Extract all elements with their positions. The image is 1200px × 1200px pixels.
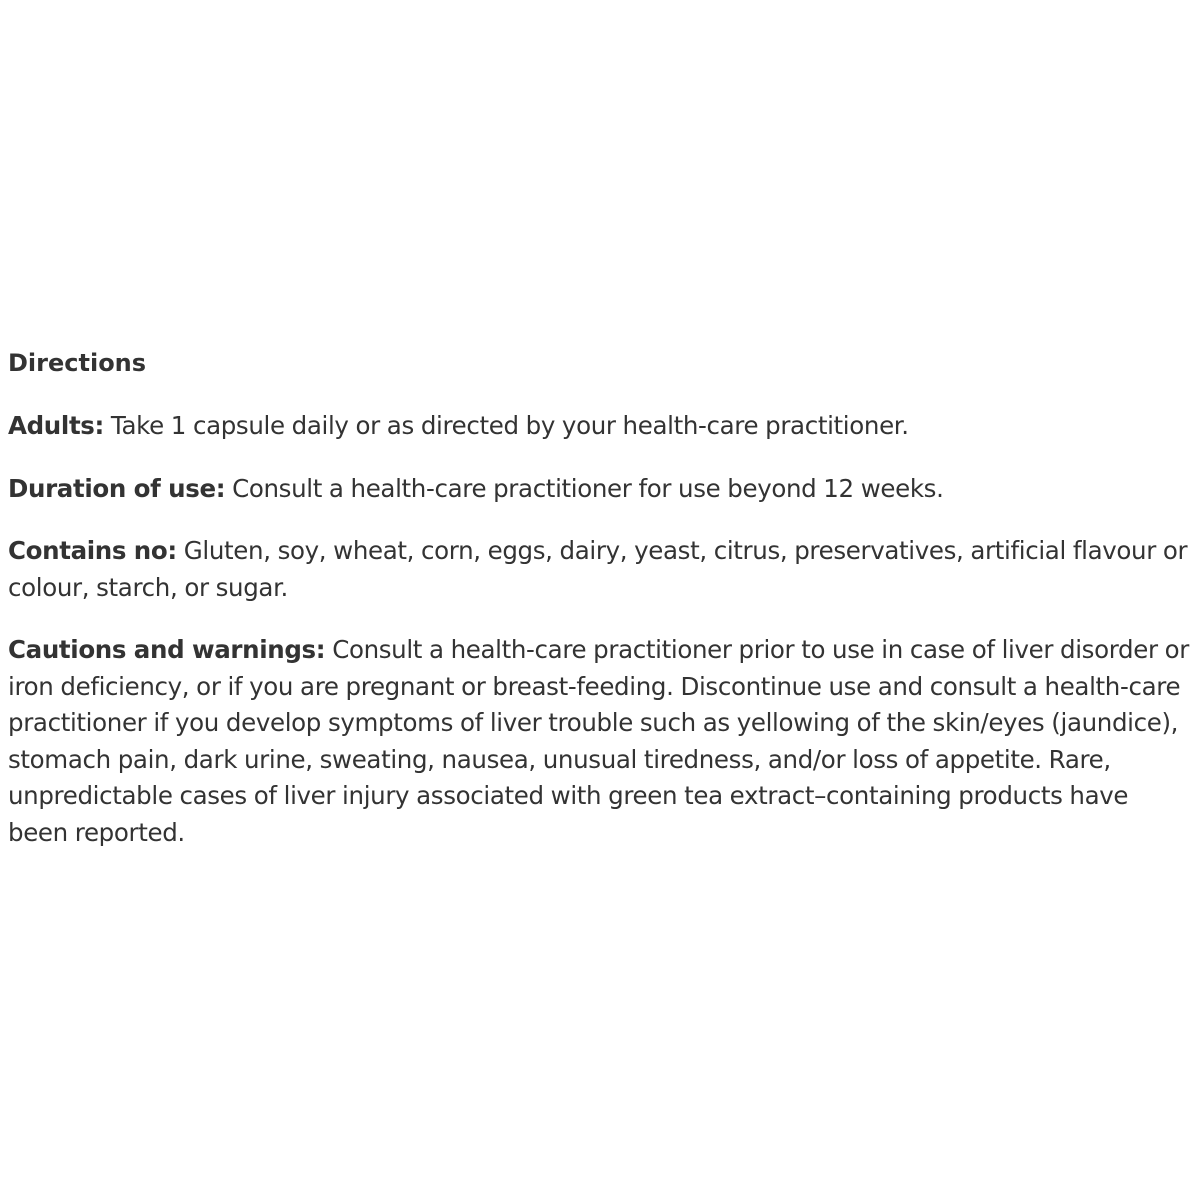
cautions-label: Cautions and warnings: [8, 635, 326, 664]
directions-heading: Directions [8, 349, 147, 377]
cautions-text: Consult a health-care practitioner prior to use in case of liver disorder or iron deficiency, or if you are pregnant or breast-feeding. Discontinue use and consult a health-care practitioner if you develop symptoms of liver trouble such as yellowing of the skin/eyes (jaundice), stomach pain, dark urine, sweating, nausea, unusual tiredness, and/or loss of appetite. Rare, unpredictable cases of liver injury associated with green tea extract–containing products have been reported. [8, 635, 1189, 847]
cautions-paragraph [8, 632, 1194, 851]
adults-paragraph [8, 408, 1194, 445]
contains-no-text: Gluten, soy, wheat, corn, eggs, dairy, yeast, citrus, preservatives, artificial flavour or colour, starch, or sugar. [8, 536, 1188, 602]
adults-text: Take 1 capsule daily or as directed by your health-care practitioner. [103, 411, 909, 440]
duration-label: Duration of use: [8, 473, 226, 503]
adults-label: Adults: [8, 411, 104, 440]
duration-paragraph [8, 471, 1194, 508]
contains-no-paragraph [8, 533, 1194, 606]
contains-no-label: Contains no: [8, 536, 177, 565]
duration-text: Consult a health-care practitioner for use beyond 12 weeks. [225, 473, 944, 503]
directions-section [8, 346, 1194, 877]
